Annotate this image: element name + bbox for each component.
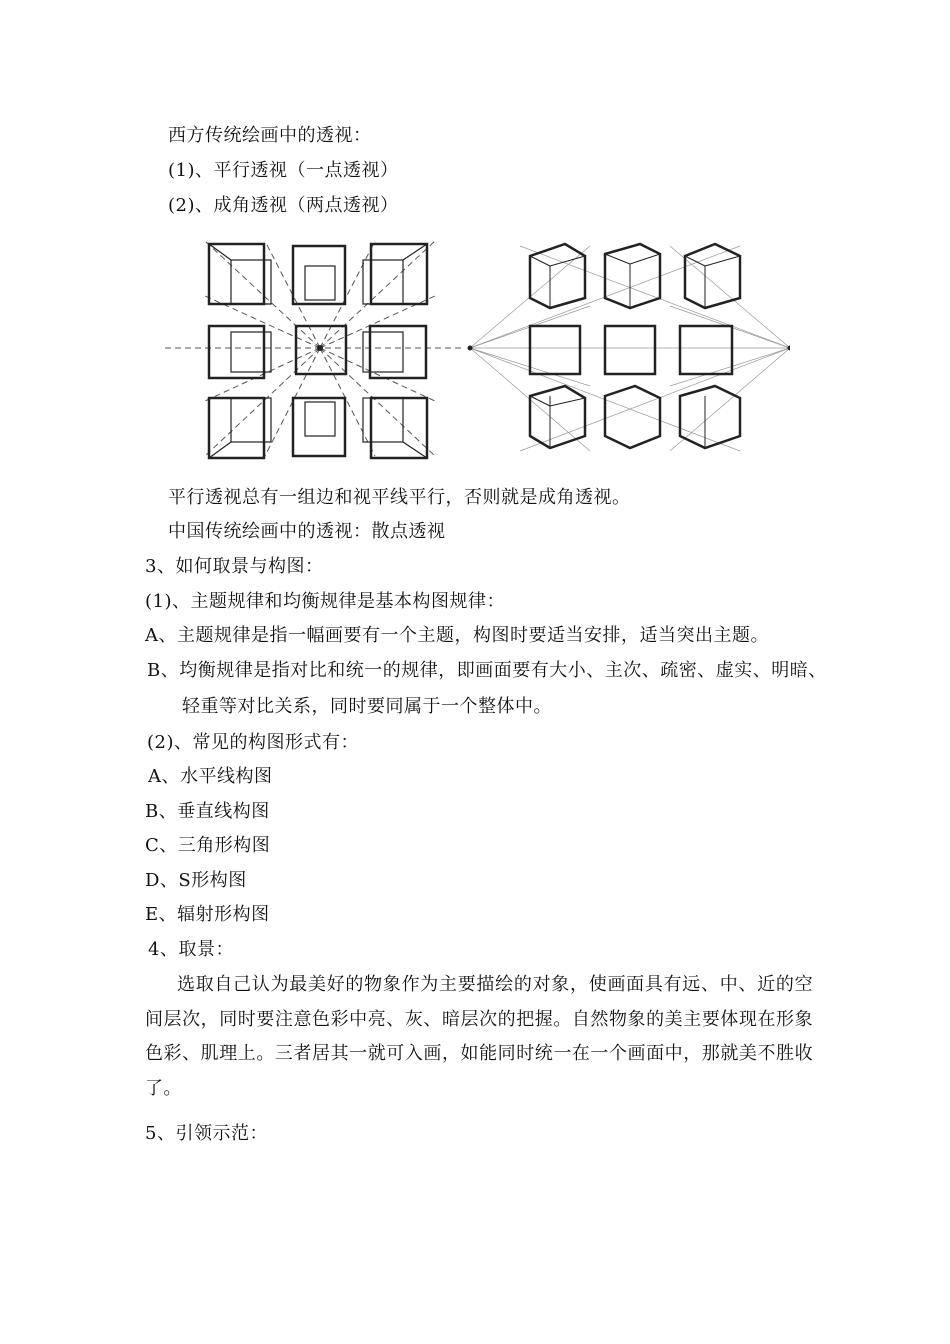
form-vertical: B、垂直线构图 bbox=[145, 801, 270, 822]
two-point-perspective-panel bbox=[468, 244, 790, 451]
section-4-heading: 4、取景： bbox=[148, 939, 234, 960]
one-point-perspective-panel bbox=[165, 241, 465, 458]
section-4-paragraph: 选取自己认为最美好的物象作为主要描绘的对象，使画面具有远、中、近的空间层次，同时要注意色彩中亮、灰、暗层次的把握。自然物象的美主要体现在形象色彩、肌理上。三者居其一就可入画，如能同时统一在一个画面中，那就美不胜收了。 bbox=[145, 974, 813, 1099]
composition-rules-subheading: (1)、主题规律和均衡规律是基本构图规律： bbox=[145, 591, 505, 612]
perspective-illustration bbox=[165, 226, 790, 466]
form-s-shape: D、S形构图 bbox=[145, 870, 247, 891]
perspective-rule-note: 平行透视总有一组边和视平线平行，否则就是成角透视。 bbox=[168, 487, 631, 508]
section-5-heading: 5、引领示范： bbox=[145, 1123, 268, 1144]
form-radial: E、辐射形构图 bbox=[145, 904, 270, 925]
angular-perspective-item: (2)、成角透视（两点透视） bbox=[168, 195, 399, 216]
form-horizontal: A、水平线构图 bbox=[148, 766, 273, 787]
western-perspective-heading: 西方传统绘画中的透视： bbox=[168, 125, 372, 146]
theme-rule-item: A、主题规律是指一幅画要有一个主题，构图时要适当安排，适当突出主题。 bbox=[145, 625, 769, 646]
parallel-perspective-item: (1)、平行透视（一点透视） bbox=[168, 160, 399, 181]
balance-rule-item-line2: 轻重等对比关系，同时要同属于一个整体中。 bbox=[182, 696, 552, 717]
balance-rule-item-line1: B、均衡规律是指对比和统一的规律，即画面要有大小、主次、疏密、虚实、明暗、 bbox=[147, 660, 827, 681]
composition-forms-subheading: (2)、常见的构图形式有： bbox=[147, 732, 359, 753]
chinese-perspective-line: 中国传统绘画中的透视：散点透视 bbox=[168, 521, 446, 542]
section-3-heading: 3、如何取景与构图： bbox=[145, 556, 324, 577]
form-triangle: C、三角形构图 bbox=[145, 835, 271, 856]
